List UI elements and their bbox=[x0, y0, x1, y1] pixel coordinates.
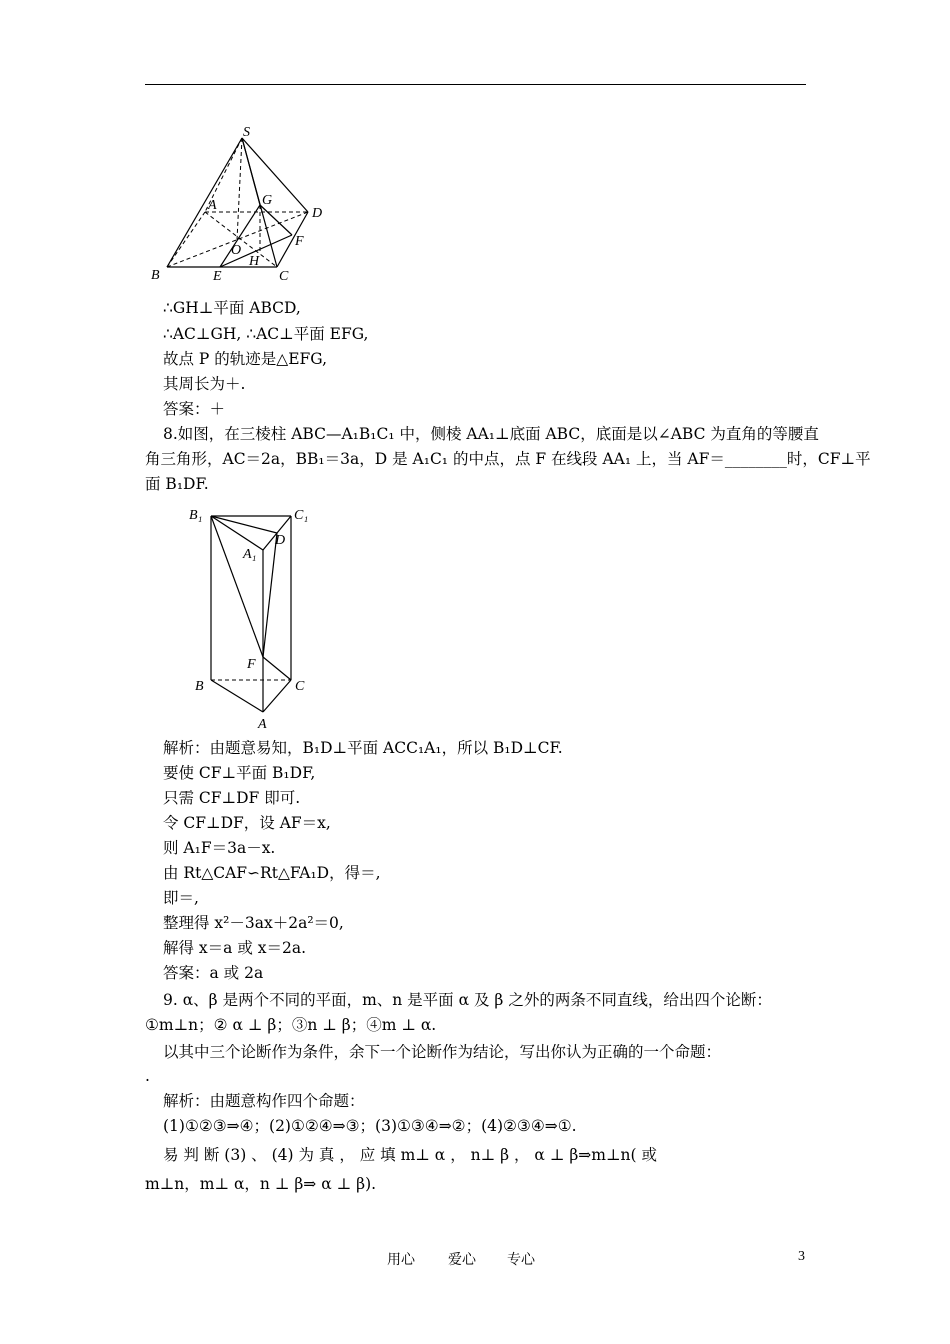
label-B1: B₁ bbox=[189, 508, 203, 523]
label-S: S bbox=[243, 125, 250, 140]
header-rule bbox=[145, 84, 806, 85]
problem9-line7: 易 判 断 (3) 、 (4) 为 真 ， 应 填 m⊥ α ， n⊥ β ， α ⊥ β⇒m⊥n( 或 bbox=[163, 1146, 658, 1164]
footer-text-2: 爱心 bbox=[448, 1252, 476, 1268]
label-A: A bbox=[258, 717, 267, 732]
label-D: D bbox=[275, 533, 286, 548]
problem8-line1: 8.如图，在三棱柱 ABC—A₁B₁C₁ 中，侧棱 AA₁⊥底面 ABC，底面是以∠ABC 为直角的等腰直 bbox=[163, 425, 819, 443]
text-line: 答案：＋ bbox=[163, 400, 226, 418]
label-A1: A₁ bbox=[243, 547, 257, 562]
text-line: 解得 x＝a 或 x＝2a. bbox=[163, 939, 307, 957]
prism-figure bbox=[185, 502, 320, 732]
text-line: 只需 CF⊥DF 即可. bbox=[163, 789, 301, 807]
label-C1: C₁ bbox=[294, 508, 309, 523]
problem9-line1: 9. α、β 是两个不同的平面，m、n 是平面 α 及 β 之外的两条不同直线，给出四个论断： bbox=[163, 991, 772, 1009]
text-line: 令 CF⊥DF，设 AF＝x, bbox=[163, 814, 331, 832]
page-number: 3 bbox=[798, 1249, 805, 1264]
text-line: 由 Rt△CAF∽Rt△FA₁D，得＝, bbox=[163, 864, 381, 882]
label-B: B bbox=[195, 679, 204, 694]
text-line: 其周长为＋. bbox=[163, 375, 246, 393]
problem9-line4: . bbox=[145, 1067, 150, 1085]
text-line: 答案：a 或 2a bbox=[163, 964, 264, 982]
label-F: F bbox=[295, 234, 304, 249]
problem9-line6: (1)①②③⇒④；(2)①②④⇒③；(3)①③④⇒②；(4)②③④⇒①. bbox=[163, 1117, 577, 1135]
problem8-line3: 面 B₁DF. bbox=[145, 475, 209, 493]
label-A: A bbox=[208, 198, 217, 213]
problem9-line5: 解析：由题意构作四个命题： bbox=[163, 1092, 365, 1110]
pyramid-figure bbox=[145, 122, 345, 287]
footer-text-1: 用心 bbox=[387, 1252, 415, 1268]
label-E: E bbox=[213, 269, 222, 284]
text-line: 要使 CF⊥平面 B₁DF, bbox=[163, 764, 316, 782]
text-line: ∴GH⊥平面 ABCD, bbox=[163, 299, 301, 317]
label-F: F bbox=[247, 657, 256, 672]
text-line: 解析：由题意易知，B₁D⊥平面 ACC₁A₁，所以 B₁D⊥CF. bbox=[163, 739, 563, 757]
problem9-line8: m⊥n，m⊥ α，n ⊥ β⇒ α ⊥ β). bbox=[145, 1175, 377, 1193]
text-line: 整理得 x²－3ax＋2a²＝0, bbox=[163, 914, 344, 932]
label-C: C bbox=[295, 679, 305, 694]
label-D: D bbox=[312, 206, 323, 221]
label-G: G bbox=[262, 193, 273, 208]
label-O: O bbox=[231, 243, 242, 258]
problem9-line2: ①m⊥n；② α ⊥ β；③n ⊥ β；④m ⊥ α. bbox=[145, 1016, 437, 1034]
footer-text-3: 专心 bbox=[507, 1252, 535, 1268]
problem8-line2: 角三角形，AC＝2a，BB₁＝3a，D 是 A₁C₁ 的中点，点 F 在线段 AA₁ 上，当 AF＝________时，CF⊥平 bbox=[145, 450, 871, 468]
problem9-line3: 以其中三个论断作为条件，余下一个论断作为结论，写出你认为正确的一个命题： bbox=[163, 1043, 722, 1061]
label-B: B bbox=[151, 268, 160, 283]
text-line: 则 A₁F＝3a－x. bbox=[163, 839, 276, 857]
label-H: H bbox=[249, 254, 260, 269]
label-C: C bbox=[279, 269, 289, 284]
text-line: 故点 P 的轨迹是△EFG, bbox=[163, 350, 328, 368]
text-line: ∴AC⊥GH, ∴AC⊥平面 EFG, bbox=[163, 325, 369, 343]
text-line: 即＝, bbox=[163, 889, 199, 907]
